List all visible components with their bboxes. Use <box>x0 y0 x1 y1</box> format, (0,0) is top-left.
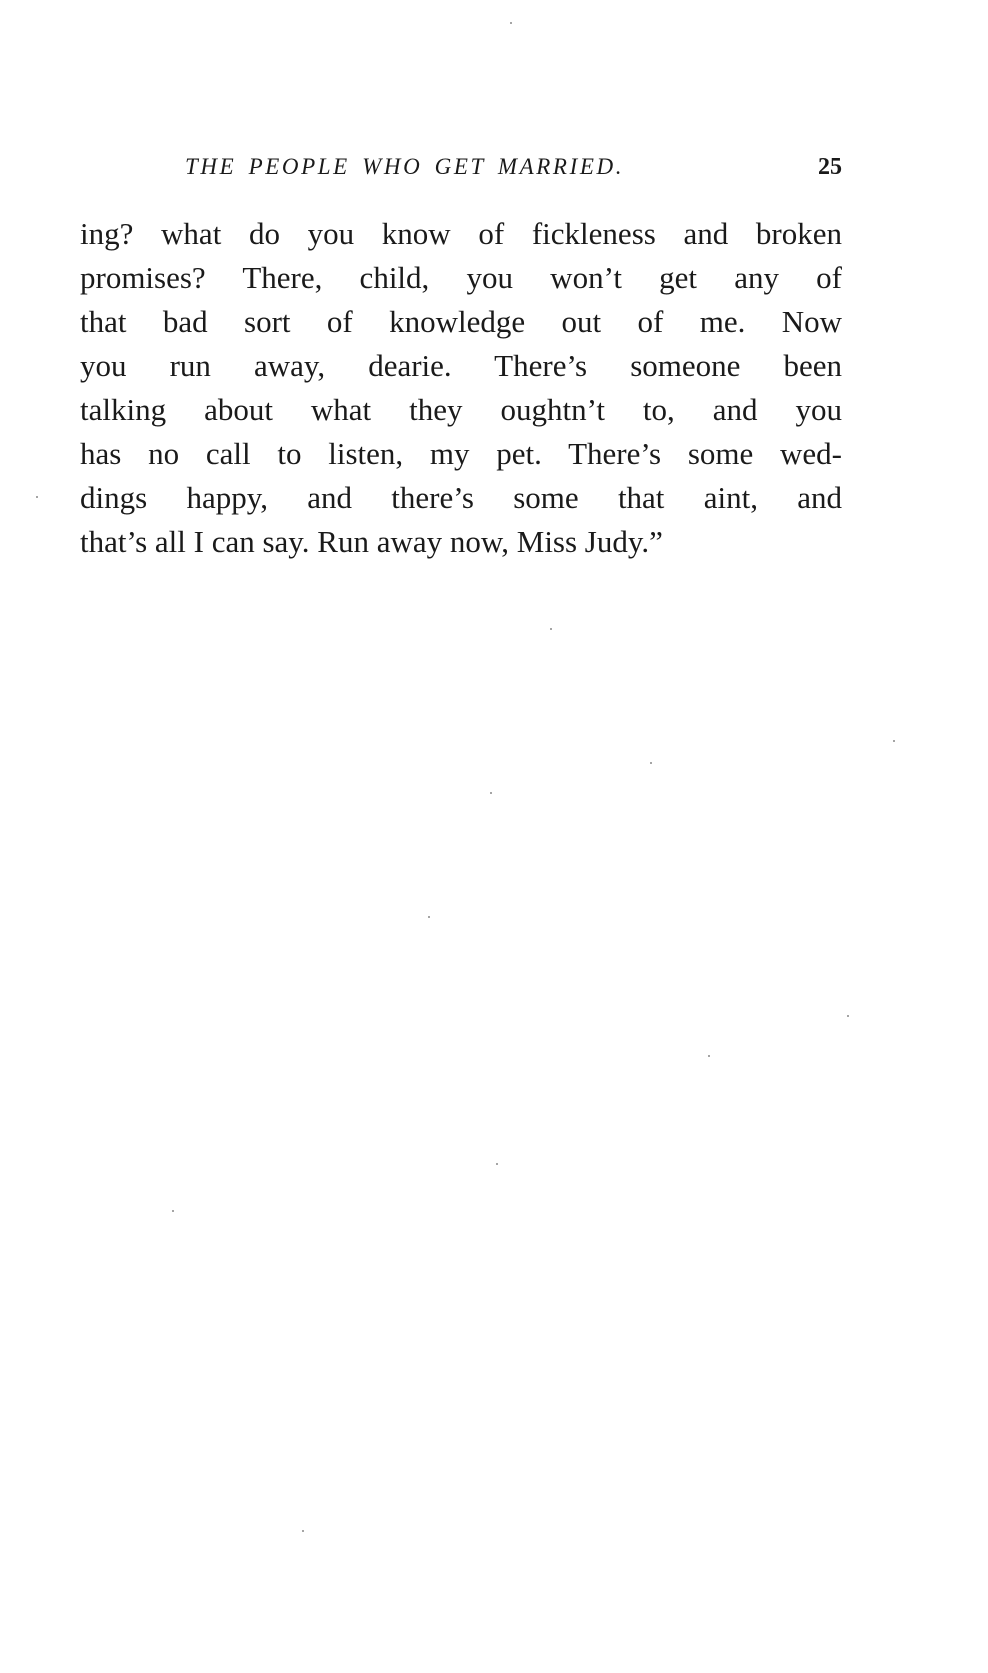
scan-speck <box>550 628 552 630</box>
scan-speck <box>428 916 430 918</box>
scan-speck <box>302 1530 304 1532</box>
scan-speck <box>490 792 492 794</box>
text-line: you run away, dearie. There’s someone been <box>80 348 842 383</box>
scan-speck <box>893 740 895 742</box>
scan-speck <box>496 1163 498 1165</box>
scan-speck <box>847 1015 849 1017</box>
scan-speck <box>708 1055 710 1057</box>
scan-speck <box>510 22 512 24</box>
scan-speck <box>36 496 38 498</box>
scan-speck <box>172 1210 174 1212</box>
running-title: THE PEOPLE WHO GET MARRIED. <box>185 154 625 179</box>
text-line: ing? what do you know of fickleness and broken <box>80 216 842 251</box>
text-line: that bad sort of knowledge out of me. Now <box>80 304 842 339</box>
text-line: dings happy, and there’s some that aint, and <box>80 480 842 515</box>
body-paragraph <box>80 212 842 564</box>
text-line: that’s all I can say. Run away now, Miss Judy.” <box>80 524 663 559</box>
page-number: 25 <box>818 154 842 180</box>
running-head <box>80 154 842 184</box>
text-line: promises? There, child, you won’t get any of <box>80 260 842 295</box>
text-line: talking about what they oughtn’t to, and you <box>80 392 842 427</box>
scan-speck <box>650 762 652 764</box>
text-line: has no call to listen, my pet. There’s some wed- <box>80 436 842 471</box>
